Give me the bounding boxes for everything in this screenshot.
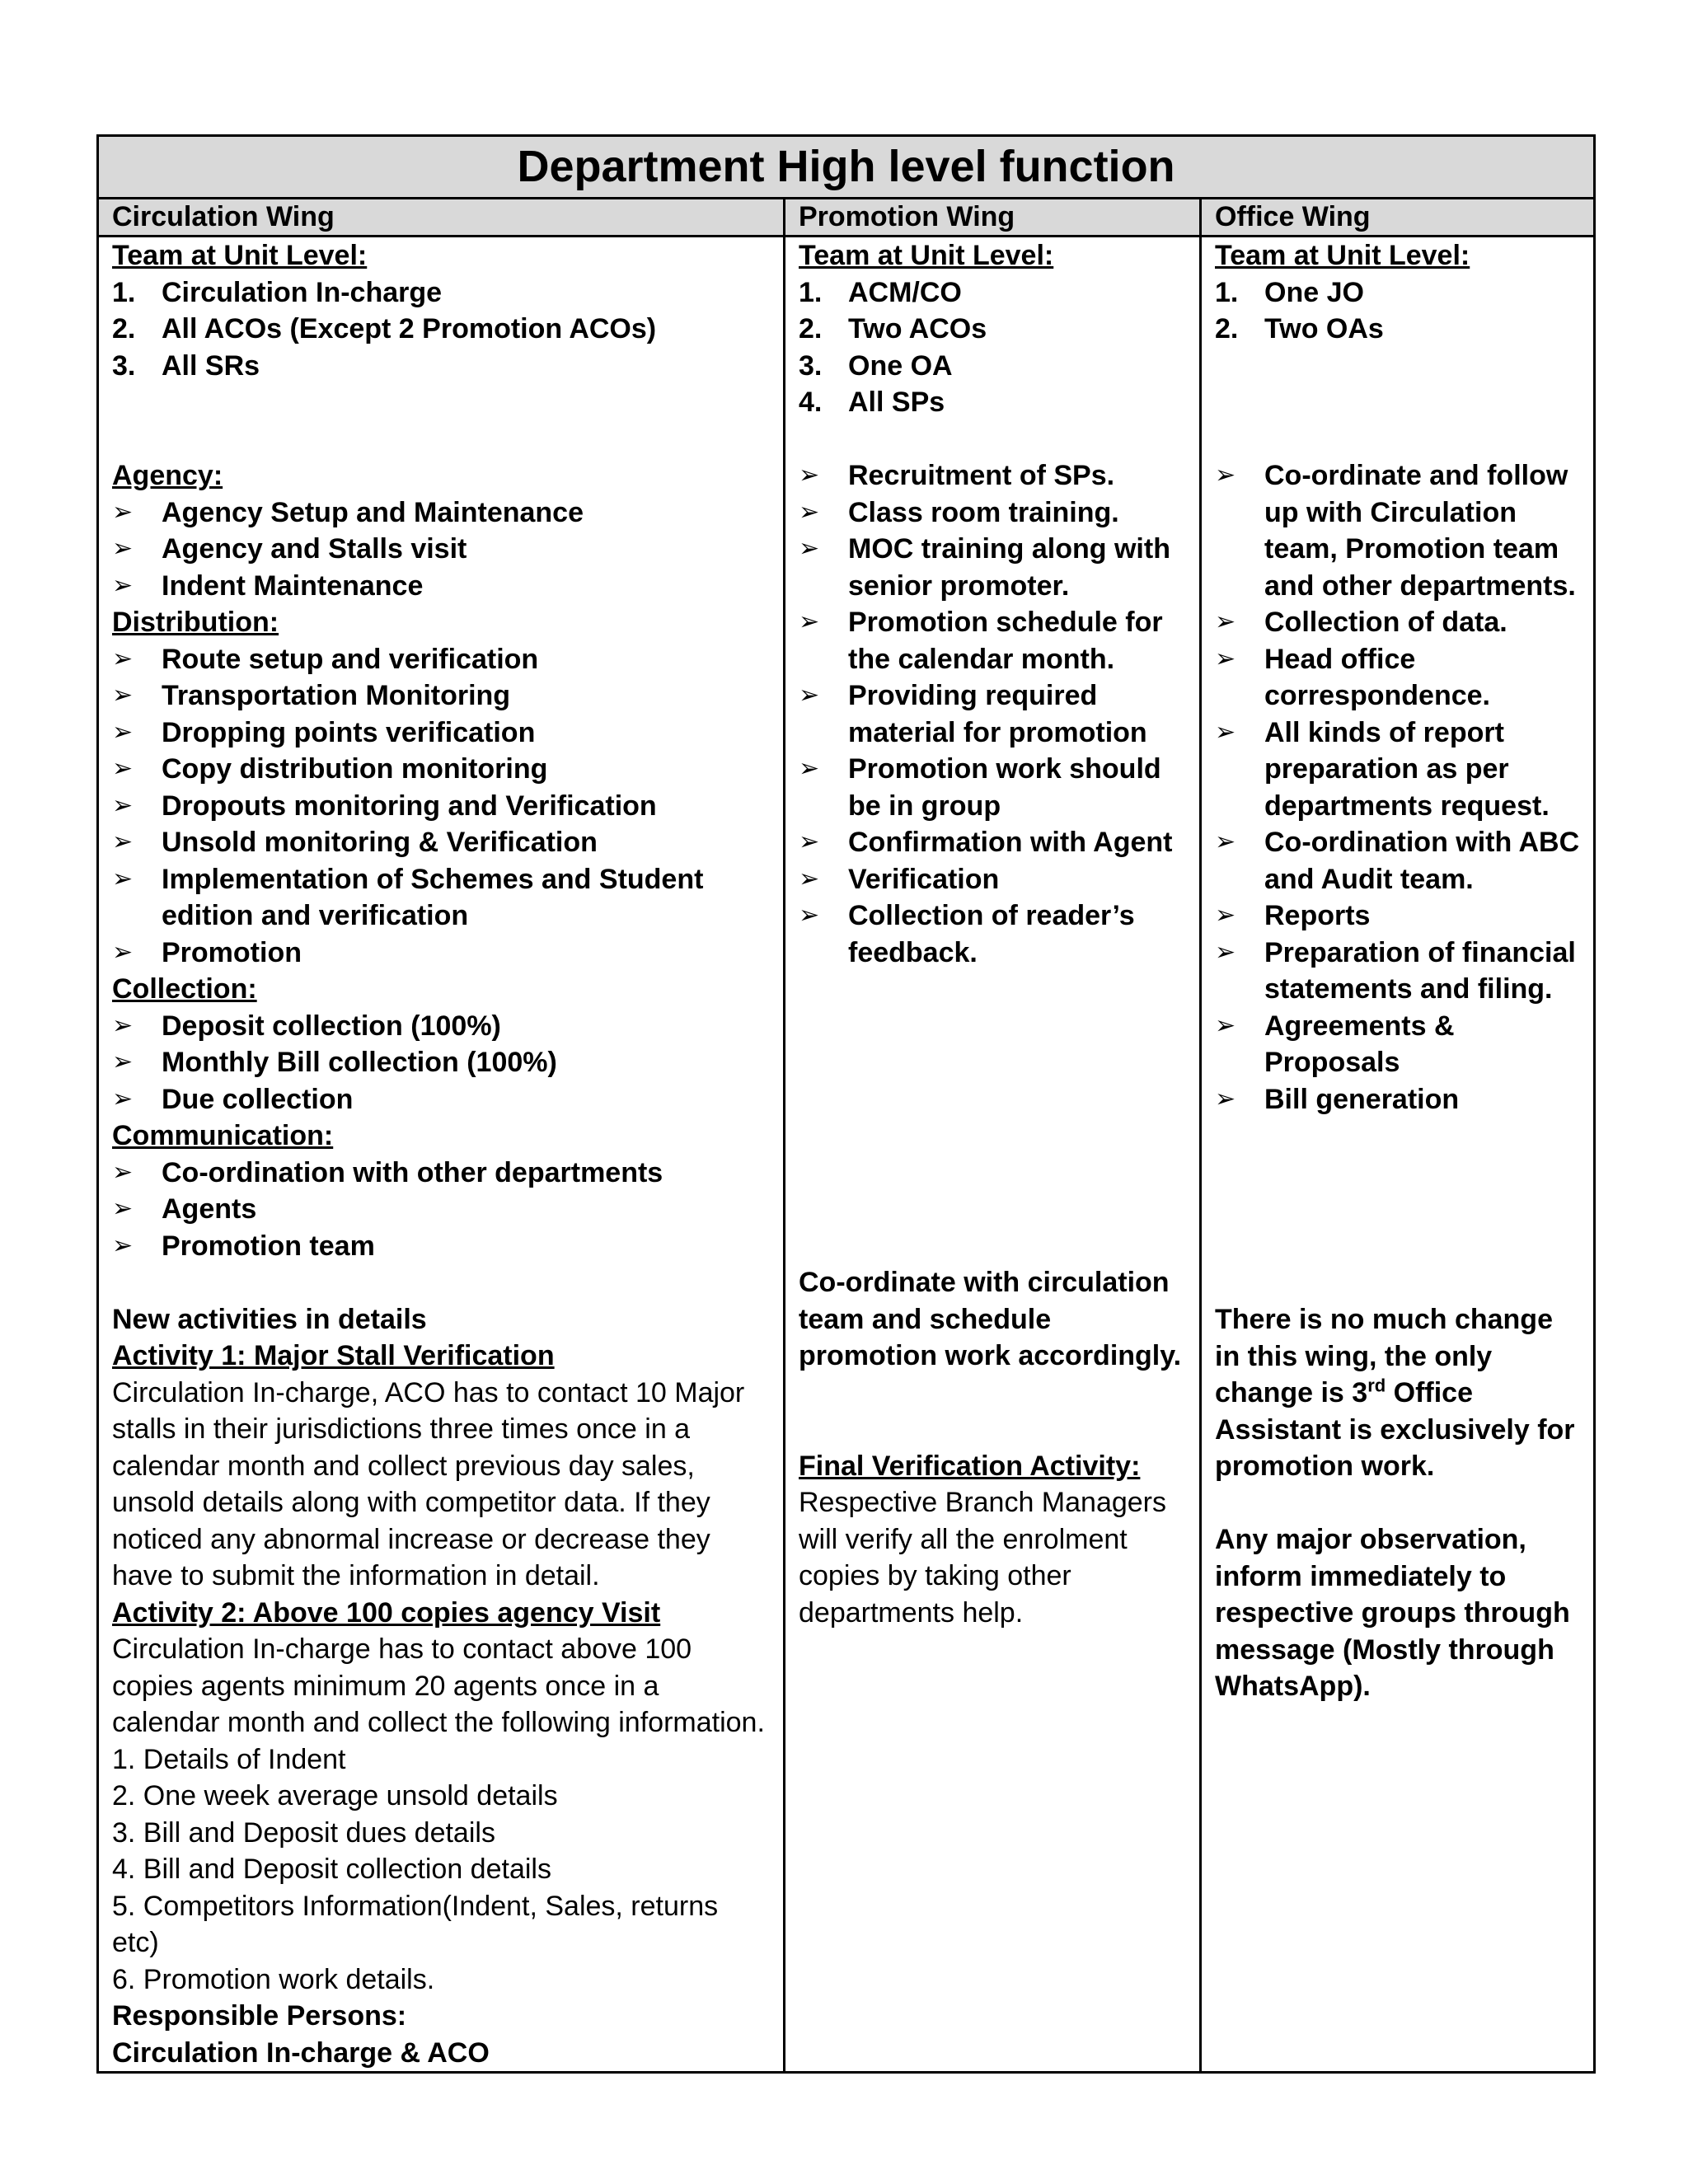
list-item: ➢ Dropouts monitoring and Verification [112,788,770,825]
distribution-list [112,641,770,972]
list-item: ➢ Recruitment of SPs. [799,457,1186,494]
list-item: ➢ Agreements & Proposals [1215,1008,1580,1081]
circulation-column [98,237,785,2073]
list-item: ➢ Collection of data. [1215,604,1580,641]
list-item: ➢ Reports [1215,898,1580,935]
circ-team-list [112,274,770,385]
agency-list [112,494,770,605]
table-title: Department High level function [98,136,1595,199]
list-item: ➢ Due collection [112,1081,770,1118]
office-team-heading: Team at Unit Level: [1215,240,1470,271]
list-item: 2. All ACOs (Except 2 Promotion ACOs) [112,313,657,344]
office-observation: Any major observation, inform immediately to respective groups through message (Mostly through WhatsApp). [1215,1524,1570,1702]
new-activities-heading: New activities in details [112,1303,427,1335]
list-item: ➢ Deposit collection (100%) [112,1008,770,1045]
list-item: ➢ Head office correspondence. [1215,641,1580,715]
promotion-column [785,237,1201,2073]
list-item: ➢ Implementation of Schemes and Student edition and verification [112,861,770,935]
list-item: ➢ Unsold monitoring & Verification [112,824,770,861]
list-item: ➢ Indent Maintenance [112,568,770,605]
list-item: ➢ Promotion team [112,1228,770,1265]
list-item: ➢ All kinds of report preparation as per departments request. [1215,715,1580,825]
office-column [1201,237,1595,2073]
list-item: ➢ Monthly Bill collection (100%) [112,1044,770,1081]
activity1-text: Circulation In-charge, ACO has to contact 10 Major stalls in their jurisdictions three times once in a calendar month and collect previous day sales, unsold details along with competitor data. If they noticed any abnormal increase or decrease they have to submit the information in detail. [112,1376,745,1591]
list-item: 2. Two ACOs [799,313,987,344]
distribution-heading: Distribution: [112,607,279,638]
list-item: ➢ Collection of reader’s feedback. [799,898,1186,971]
list-item: 4. All SPs [799,387,945,418]
list-item: ➢ Confirmation with Agent [799,824,1186,861]
list-item: 1. Circulation In-charge [112,276,443,308]
list-item: 2. Two OAs [1215,313,1384,344]
list-item: ➢ Co-ordination with ABC and Audit team. [1215,824,1580,898]
list-item: 3. One OA [799,349,953,382]
list-item: ➢ Providing required material for promotion [799,677,1186,751]
list-item: ➢ Dropping points verification [112,715,770,752]
communication-list [112,1155,770,1265]
list-item: ➢ Transportation Monitoring [112,677,770,715]
list-item: ➢ Bill generation [1215,1081,1580,1118]
list-item: ➢ Class room training. [799,494,1186,532]
final-verification-heading: Final Verification Activity: [799,1450,1141,1482]
list-item: ➢ Promotion schedule for the calendar month. [799,604,1186,677]
activity1-heading: Activity 1: Major Stall Verification [112,1340,555,1371]
activity2-text: Circulation In-charge has to contact above 100 copies agents minimum 20 agents once in a calendar month and collect the following information. [112,1633,765,1738]
list-item: ➢ MOC training along with senior promoter. [799,531,1186,604]
list-item: ➢ Agency Setup and Maintenance [112,494,770,532]
responsible-persons: Circulation In-charge & ACO [112,2036,490,2069]
header-circulation-wing: Circulation Wing [98,199,785,237]
responsible-heading: Responsible Persons: [112,2000,407,2032]
list-item: ➢ Promotion work should be in group [799,751,1186,824]
promo-team-list [799,274,1186,421]
header-office-wing: Office Wing [1201,199,1595,237]
final-verification-text: Respective Branch Managers will verify all the enrolment copies by taking other departments help. [799,1487,1167,1629]
function-table [96,134,1596,2074]
list-item: ➢ Co-ordination with other departments [112,1155,770,1192]
promo-coordinate-text: Co-ordinate with circulation team and schedule promotion work accordingly. [799,1267,1182,1371]
activity2-item: 2. One week average unsold details [112,1780,558,1811]
list-item: ➢ Copy distribution monitoring [112,751,770,788]
activity2-heading: Activity 2: Above 100 copies agency Visit [112,1596,661,1629]
list-item: 3. All SRs [112,349,260,382]
list-item: 1. ACM/CO [799,276,962,308]
list-item: ➢ Agents [112,1191,770,1228]
list-item: ➢ Promotion [112,935,770,972]
promo-duties-list [799,457,1186,971]
circ-team-heading: Team at Unit Level: [112,240,368,271]
activity2-item: 3. Bill and Deposit dues details [112,1816,495,1849]
list-item: 1. One JO [1215,276,1364,308]
agency-heading: Agency: [112,460,223,491]
list-item: ➢ Verification [799,861,1186,898]
office-note: There is no much change in this wing, the only change is 3rd Office Assistant is exclusively for promotion work. [1215,1304,1575,1482]
activity2-item: 6. Promotion work details. [112,1963,435,1995]
list-item: ➢ Co-ordinate and follow up with Circulation team, Promotion team and other departments. [1215,457,1580,604]
list-item: ➢ Route setup and verification [112,641,770,678]
collection-list [112,1008,770,1118]
header-promotion-wing: Promotion Wing [785,199,1201,237]
collection-heading: Collection: [112,973,257,1005]
communication-heading: Communication: [112,1120,334,1151]
list-item: ➢ Preparation of financial statements and filing. [1215,935,1580,1008]
office-duties-list [1215,457,1580,1118]
office-team-list [1215,274,1580,348]
activity2-item: 1. Details of Indent [112,1743,346,1775]
activity2-item: 5. Competitors Information(Indent, Sales, returns etc) [112,1890,719,1958]
promo-team-heading: Team at Unit Level: [799,240,1054,271]
activity2-item: 4. Bill and Deposit collection details [112,1854,551,1885]
list-item: ➢ Agency and Stalls visit [112,531,770,568]
